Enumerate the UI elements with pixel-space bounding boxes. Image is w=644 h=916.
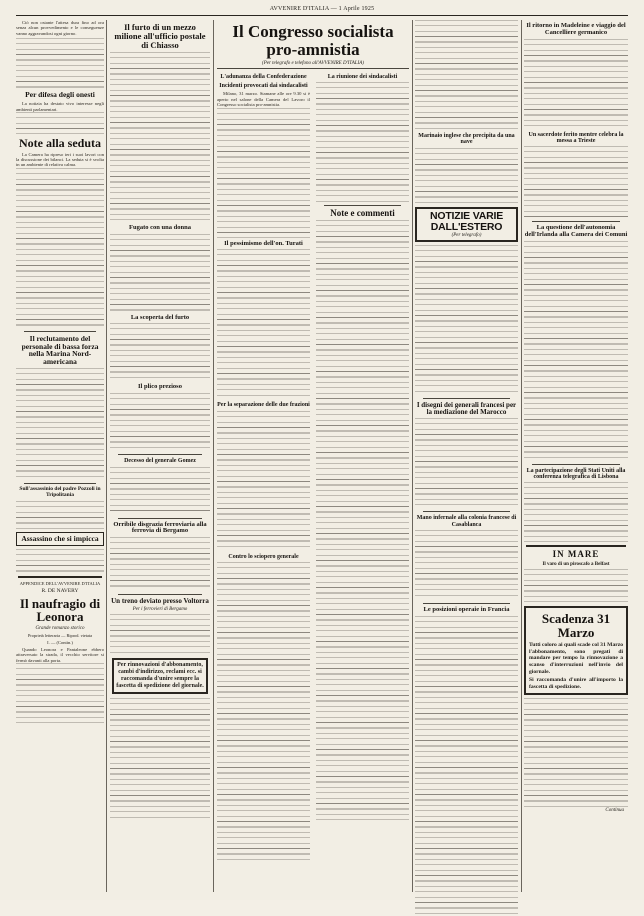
main-subline: (Per telegrafo e telefono all'AVVENIRE D'ITALIA) bbox=[262, 60, 364, 66]
text-block bbox=[524, 146, 628, 218]
headline: Un sacerdote ferito mentre celebra la messa a Trieste bbox=[528, 131, 624, 144]
headline: Un treno deviato presso Voltorra bbox=[111, 597, 209, 606]
text-block bbox=[110, 52, 210, 222]
text-block bbox=[110, 234, 210, 312]
headline: I disegni dei generali francesi per la mediazione del Marocco bbox=[416, 400, 517, 416]
section-title: IN MARE bbox=[552, 549, 600, 560]
rights-notice: Proprietà letteraria — Riprod. vietata bbox=[27, 632, 93, 638]
separator bbox=[532, 221, 620, 222]
text-block bbox=[415, 530, 518, 600]
text-block bbox=[110, 467, 210, 515]
article-text: Quando Leonora e Pantaleone ebbero attraversato la strada, il vecchio servitore si fermò davanti alla porta. bbox=[16, 646, 106, 663]
text-block bbox=[316, 82, 409, 202]
article-text: La notizia ha destato vivo interesse negli ambienti parlamentari. bbox=[16, 101, 106, 112]
headline: Il ritorno in Madeleine e viaggio del Cancelliere germanico bbox=[526, 22, 626, 36]
text-block bbox=[524, 482, 628, 542]
text-block bbox=[110, 323, 210, 381]
text-block bbox=[110, 698, 210, 818]
article-text: La Camera ha ripreso ieri i suoi lavori con la discussione dei bilanci. La seduta si è svolta in un ambiente di relativa calma. bbox=[16, 151, 106, 168]
text-block bbox=[217, 411, 310, 551]
headline: Orribile disgrazia ferroviaria alla ferrovia di Bergamo bbox=[113, 520, 207, 535]
scadenza-box bbox=[524, 606, 628, 695]
chapter: I. — (Contin.) bbox=[47, 639, 73, 645]
headline: Le posizioni operaie in Francia bbox=[423, 605, 510, 613]
separator bbox=[526, 545, 626, 547]
separator bbox=[24, 331, 96, 332]
separator bbox=[423, 603, 510, 604]
headline: Note alla seduta bbox=[19, 135, 101, 150]
text-block bbox=[524, 569, 628, 603]
text-block bbox=[110, 393, 210, 451]
headline: Sull'assassinio del padre Pozzoli in Tripolitania bbox=[19, 486, 101, 498]
headline: Marinaio inglese che precipita da una nave bbox=[418, 133, 515, 146]
scadenza-text: Tutti coloro ai quali scade col 31 Marzo l'abbonamento, sono pregati di mandare per tempo la rinnovazione a scanso d'interruzioni nell'invio del giornale. bbox=[529, 642, 624, 675]
text-block bbox=[524, 698, 628, 808]
text-block bbox=[110, 537, 210, 591]
section-title: NOTIZIE VARIE DALL'ESTERO bbox=[429, 209, 504, 233]
continua-label: Continua bbox=[605, 808, 624, 814]
text-block bbox=[415, 20, 518, 130]
main-story bbox=[217, 20, 409, 894]
notice-box bbox=[112, 658, 208, 694]
headline: Note e commenti bbox=[330, 207, 395, 218]
text-block bbox=[16, 112, 104, 134]
text-block bbox=[16, 501, 104, 529]
headline: Fugato con una donna bbox=[129, 223, 191, 231]
notice-text: Per rinnovazioni d'abbonamento, cambi d'indirizzo, reclami ecc. si raccomanda d'unire sempre la fascetta di spedizione del giornale. bbox=[116, 662, 204, 690]
column-1 bbox=[16, 20, 104, 894]
text-block bbox=[415, 148, 518, 204]
column-rule bbox=[213, 20, 214, 892]
text-block bbox=[16, 663, 104, 723]
headline: Per la separazione delle due frazioni bbox=[217, 402, 310, 409]
text-block bbox=[16, 38, 104, 88]
notizie-box bbox=[415, 207, 518, 242]
headline: Assassino che si impicca bbox=[21, 533, 99, 543]
headline: L'adunanza della Confederazione bbox=[220, 73, 307, 80]
headline: Per difesa degli onesti bbox=[25, 90, 95, 100]
column-6 bbox=[524, 20, 628, 894]
running-title: AVVENIRE D'ITALIA — 1 Aprile 1925 bbox=[269, 6, 375, 12]
text-block bbox=[110, 614, 210, 654]
section-subtitle: (Per telegrafo) bbox=[451, 232, 482, 238]
separator bbox=[118, 594, 202, 595]
text-block bbox=[524, 39, 628, 129]
column-5 bbox=[415, 20, 518, 894]
appendix-label: APPENDICE DELL'AVVENIRE D'ITALIA bbox=[19, 580, 101, 586]
text-block bbox=[524, 241, 628, 461]
text-block bbox=[217, 108, 310, 238]
separator bbox=[423, 511, 510, 512]
separator bbox=[18, 576, 102, 578]
article-text: Ciò non ostante l'attesa dura fino ad ora senza alcun provvedimento e le conseguenze vanno aggravandosi ogni giorno. bbox=[16, 20, 106, 36]
column-rule bbox=[521, 20, 522, 892]
scadenza-title: Scadenza 31 Marzo bbox=[541, 610, 611, 640]
separator bbox=[532, 464, 620, 465]
novel-title: Il naufragio di Leonora bbox=[19, 595, 101, 625]
text-block bbox=[16, 549, 104, 573]
top-rule bbox=[16, 15, 628, 16]
text-block bbox=[16, 368, 104, 480]
separator bbox=[324, 205, 401, 206]
novel-subtitle: Grande romanzo storico bbox=[35, 625, 85, 631]
text-block bbox=[217, 249, 310, 399]
separator bbox=[118, 518, 202, 519]
subheadline: Per i ferrovieri di Bergamo bbox=[132, 607, 188, 613]
column-rule bbox=[412, 20, 413, 892]
column-4 bbox=[316, 71, 409, 862]
headline: Il furto di un mezzo milione all'ufficio postale di Chiasso bbox=[114, 22, 206, 50]
headline: Mano infernale alla colonia francese di Casablanca bbox=[416, 515, 517, 528]
column-3 bbox=[217, 71, 310, 862]
headline: La scoperta del furto bbox=[130, 313, 190, 321]
text-block bbox=[415, 245, 518, 395]
column-rule bbox=[106, 20, 107, 892]
separator bbox=[423, 398, 510, 399]
text-block bbox=[316, 220, 409, 820]
headline: Il reclutamento del personale di bassa forza nella Marina Nord-americana bbox=[21, 333, 99, 367]
headline: La riunione dei sindacalisti bbox=[327, 73, 398, 80]
main-headline: Il Congresso socialista pro-amnistia bbox=[232, 22, 394, 59]
text-block bbox=[415, 418, 518, 508]
column-2 bbox=[110, 20, 210, 894]
headline: La partecipazione degli Stati Uniti alla conferenza telegrafica di Lisbona bbox=[526, 467, 626, 481]
main-story-columns bbox=[217, 71, 409, 862]
headline: Il plico prezioso bbox=[138, 383, 182, 391]
headline: Decesso del generale Gomez bbox=[124, 458, 196, 465]
section-subtitle: Il varo di un piroscafo a Belfast bbox=[542, 561, 610, 567]
separator bbox=[24, 483, 96, 484]
article-text: Milano, 31 marzo. Stamane alle ore 9.30 si è aperto nel salone della Camera del Lavoro il Congresso socialista pro-amnistia. bbox=[217, 91, 312, 108]
text-block bbox=[16, 168, 104, 328]
separator bbox=[217, 68, 409, 69]
text-block bbox=[217, 562, 310, 862]
author: R. DE NAVERY bbox=[41, 587, 79, 594]
headline: Incidenti provocati dai sindacalisti bbox=[219, 82, 308, 89]
headline: Contro lo sciopero generale bbox=[228, 553, 299, 560]
text-block bbox=[415, 616, 518, 916]
headline: Il pessimismo dell'on. Turati bbox=[224, 239, 303, 247]
boxed-headline bbox=[16, 532, 104, 546]
separator bbox=[118, 454, 202, 455]
scadenza-note: Si raccomanda d'unire all'importo la fascetta di spedizione. bbox=[529, 677, 623, 690]
headline: La questione dell'autonomia dell'Irlanda alla Camera dei Comuni bbox=[524, 224, 628, 239]
